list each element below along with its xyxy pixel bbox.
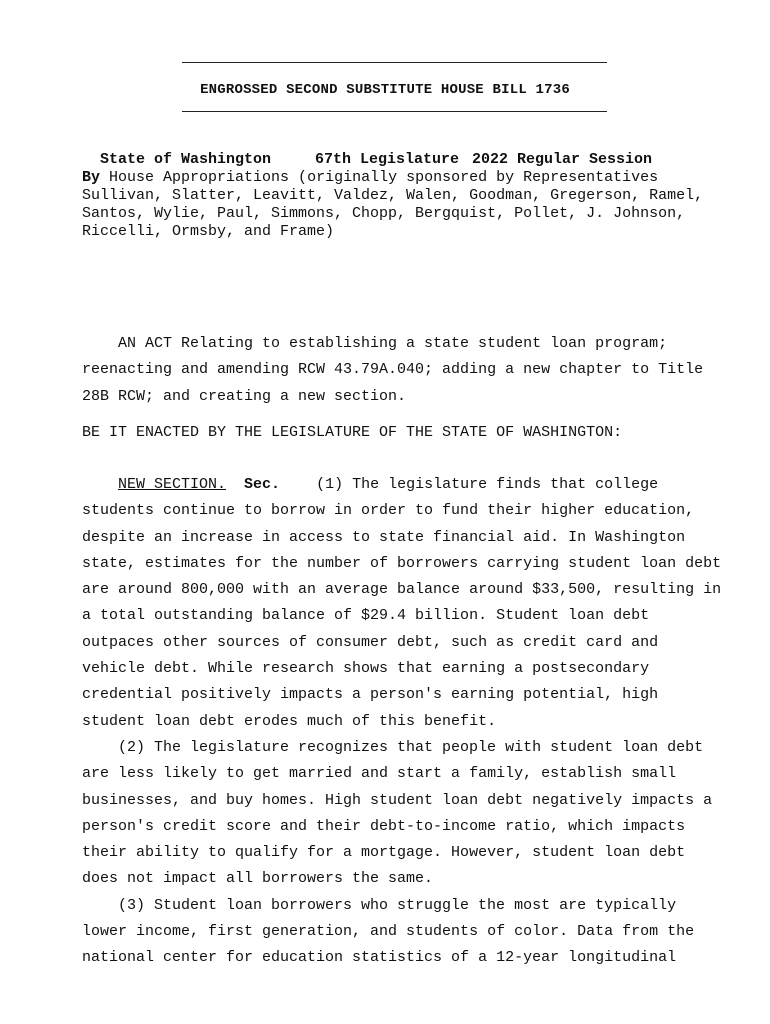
title-rule-top	[182, 62, 607, 63]
section-1	[82, 472, 722, 972]
sponsors-block	[82, 169, 722, 241]
new-section-label: NEW SECTION.	[118, 476, 227, 493]
legislature-label: 67th Legislature	[315, 151, 460, 168]
sec-label: Sec.	[244, 476, 281, 493]
section-paragraph-1-text: (1) The legislature finds that college students continue to borrow in order to fund their higher education, despite an increase in access to state financial aid. In Washington state, estimates for the number of borrowers carrying student loan debt are around 800,000 with an average balance around $33,500, resulting in a total outstanding balance of $29.4 billion. Student loan debt outpaces other sources of consumer debt, such as credit card and vehicle debt. While research shows that earning a postsecondary credential positively impacts a person's earning potential, high student loan debt erodes much of this benefit.	[82, 476, 722, 730]
act-title: AN ACT Relating to establishing a state student loan program; reenacting and amending RCW 43.79A.040; adding a new chapter to Title 28B RCW; and creating a new section.	[82, 335, 704, 405]
bill-title: ENGROSSED SECOND SUBSTITUTE HOUSE BILL 1736	[200, 82, 570, 98]
sponsors-by-label: By	[82, 169, 101, 186]
state-label: State of Washington	[100, 151, 272, 168]
section-paragraph-2: (2) The legislature recognizes that people with student loan debt are less likely to get married and start a family, establish small businesses, and buy homes. High student loan debt negatively impacts a person's credit score and their debt-to-income ratio, which impacts their ability to qualify for a mortgage. However, student loan debt does not impact all borrowers the same.	[82, 738, 713, 888]
enacting-clause: BE IT ENACTED BY THE LEGISLATURE OF THE STATE OF WASHINGTON:	[82, 424, 623, 441]
sponsors-text: House Appropriations (originally sponsored by Representatives Sullivan, Slatter, Leavitt, Valdez, Walen, Goodman, Gregerson, Ramel, Santos, Wylie, Paul, Simmons, Chopp, Bergquist, Pollet, J. Johnson, Riccelli, Ormsby, and Frame)	[82, 169, 704, 240]
section-paragraph-3: (3) Student loan borrowers who struggle the most are typically lower income, first generation, and students of color. Data from the national center for education statistics of a 12-year longitudinal	[82, 896, 695, 967]
session-label: 2022 Regular Session	[472, 151, 653, 168]
section-paragraph-1	[82, 472, 722, 735]
bill-meta	[82, 134, 652, 168]
title-rule-bottom	[182, 111, 607, 112]
